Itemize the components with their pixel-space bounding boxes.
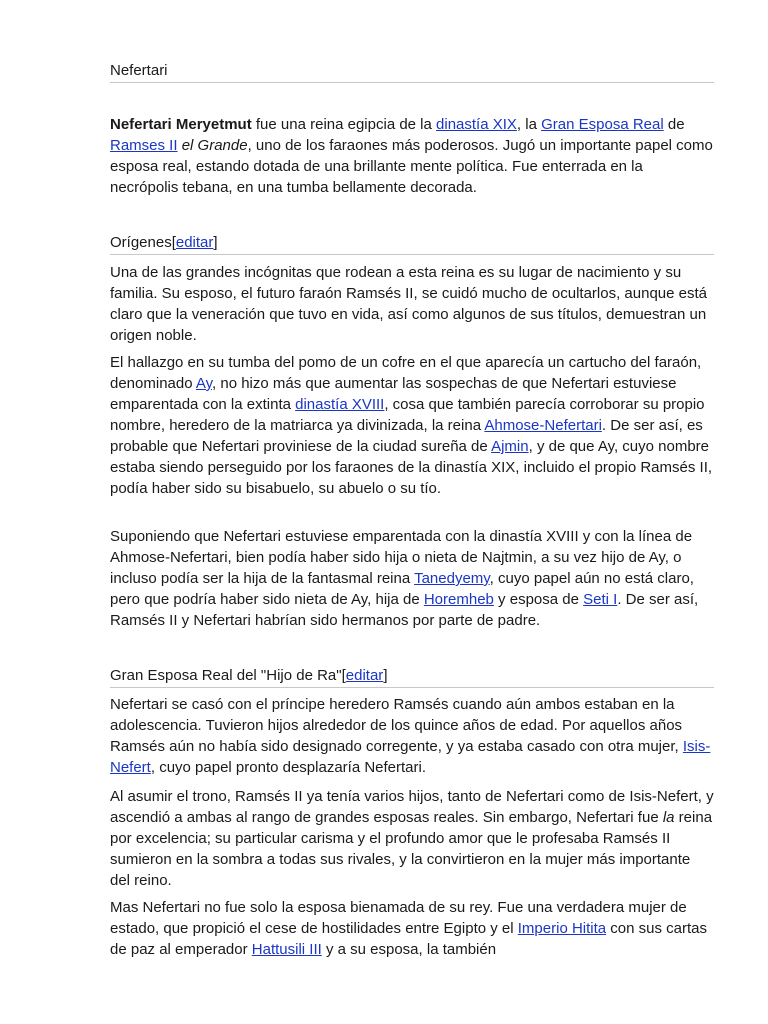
intro-italic: el Grande xyxy=(181,137,248,154)
gran-esposa-paragraph-1 xyxy=(110,694,714,778)
paragraph-text: Mas Nefertari no fue solo la esposa bienamada de su rey. Fue una verdadera mujer de estado, que propició el cese de hostilidades entre Egipto y el xyxy=(110,899,687,937)
paragraph-text: El hallazgo en su tumba del pomo de un cofre en el que aparecía un cartucho del faraón, denominado xyxy=(110,354,702,392)
paragraph-text: . De ser así, es probable que Nefertari proviniese de la ciudad sureña de xyxy=(110,417,703,455)
intro-text: de xyxy=(663,116,685,133)
intro-text: , uno de los faraones más poderosos. Jugó un importante papel como esposa real, estando dotada de una brillante mente política. Fue enterrada en la necrópolis tebana, en una tumba bellamente decorada. xyxy=(110,137,713,196)
edit-bracket: ] xyxy=(383,667,388,684)
link-imperio-hitita[interactable]: Imperio Hitita xyxy=(517,920,607,937)
edit-bracket: ] xyxy=(213,234,218,251)
paragraph-text: y a su esposa, la también xyxy=(321,941,497,958)
paragraph-text: , cuyo papel pronto desplazaría Nefertari. xyxy=(150,759,427,776)
link-dinastia-xix[interactable]: dinastía XIX xyxy=(436,116,517,133)
edit-bracket: [ xyxy=(341,667,346,684)
origenes-paragraph-2 xyxy=(110,352,714,499)
link-dinastia-xviii[interactable]: dinastía XVIII xyxy=(295,396,385,413)
paragraph-text: Al asumir el trono, Ramsés II ya tenía varios hijos, tanto de Nefertari como de Isis-Nefert, y ascendió a ambas al rango de grandes esposas reales. Sin embargo, Nefertari fue xyxy=(110,788,714,826)
intro-bold-name: Nefertari Meryetmut xyxy=(110,116,252,133)
link-isis-nefert[interactable]: Isis-Nefert xyxy=(110,738,711,776)
link-ahmose-nefertari[interactable]: Ahmose-Nefertari xyxy=(484,417,602,434)
italic-text: la xyxy=(662,809,675,826)
paragraph-text: Suponiendo que Nefertari estuviese emparentada con la dinastía XVIII y con la línea de Ahmose-Nefertari, bien podía haber sido hija o nieta de Najtmin, a su vez hijo de Ay, o incluso podía ser la hija de la fantasmal reina xyxy=(110,528,693,587)
paragraph-text: , y de que Ay, cuyo nombre estaba siendo perseguido por los faraones de la dinastía XIX, incluido el propio Ramsés II, podía haber sido su bisabuelo, su abuelo o su tío. xyxy=(110,438,713,497)
edit-bracket: [ xyxy=(171,234,176,251)
section-heading-origenes xyxy=(110,233,714,255)
paragraph-text: reina por excelencia; su particular carisma y el profundo amor que le profesaba Ramsés II sumieron en la sombra a todas sus rivales, y la convirtieron en la mujer más importante del reino. xyxy=(110,809,713,889)
intro-text: fue una reina egipcia de la xyxy=(251,116,437,133)
paragraph-text: , cuyo papel aún no está claro, pero que podría haber sido nieta de Ay, hija de xyxy=(110,570,694,608)
section-heading-label: Gran Esposa Real del "Hijo de Ra" xyxy=(110,667,342,684)
link-tanedyemy[interactable]: Tanedyemy xyxy=(414,570,490,587)
paragraph-text: Nefertari se casó con el príncipe heredero Ramsés cuando aún ambos estaban en la adolescencia. Tuvieron hijos alrededor de los quince años de edad. Por aquellos años Ramsés aún no había sido designado corregente, y ya estaba casado con otra mujer, xyxy=(110,696,683,755)
origenes-paragraph-1: Una de las grandes incógnitas que rodean a esta reina es su lugar de nacimiento y su familia. Su esposo, el futuro faraón Ramsés II, se cuidó mucho de ocultarlos, aunque está claro que la veneración que tuvo en vida, así como algunos de sus títulos, demuestran un origen noble. xyxy=(110,264,707,344)
intro-text: , la xyxy=(516,116,542,133)
paragraph-text: y esposa de xyxy=(493,591,584,608)
link-ajmin[interactable]: Ajmin xyxy=(491,438,529,455)
link-horemheb[interactable]: Horemheb xyxy=(423,591,494,608)
link-ay[interactable]: Ay xyxy=(195,375,213,392)
edit-link-gran-esposa[interactable]: editar xyxy=(345,667,384,684)
link-seti-i[interactable]: Seti I xyxy=(583,591,618,608)
origenes-paragraph-3 xyxy=(110,526,714,631)
link-hattusili-iii[interactable]: Hattusili III xyxy=(251,941,322,958)
paragraph-text: . De ser así, Ramsés II y Nefertari habrían sido hermanos por parte de padre. xyxy=(110,591,699,629)
paragraph-text: con sus cartas de paz al emperador xyxy=(110,920,708,958)
section-heading-gran-esposa xyxy=(110,666,714,688)
section-heading-label: Orígenes xyxy=(110,234,172,251)
link-ramses-ii[interactable]: Ramses II xyxy=(110,137,178,154)
paragraph-text: , cosa que también parecía corroborar su propio nombre, heredero de la matriarca ya divinizada, la reina xyxy=(110,396,705,434)
gran-esposa-paragraph-2 xyxy=(110,786,714,891)
edit-link-origenes[interactable]: editar xyxy=(175,234,214,251)
link-gran-esposa-real[interactable]: Gran Esposa Real xyxy=(541,116,664,133)
paragraph-text: , no hizo más que aumentar las sospechas de que Nefertari estuviese emparentada con la extinta xyxy=(110,375,677,413)
intro-paragraph xyxy=(110,114,714,198)
gran-esposa-paragraph-3 xyxy=(110,897,714,960)
page-title: Nefertari xyxy=(110,61,714,83)
